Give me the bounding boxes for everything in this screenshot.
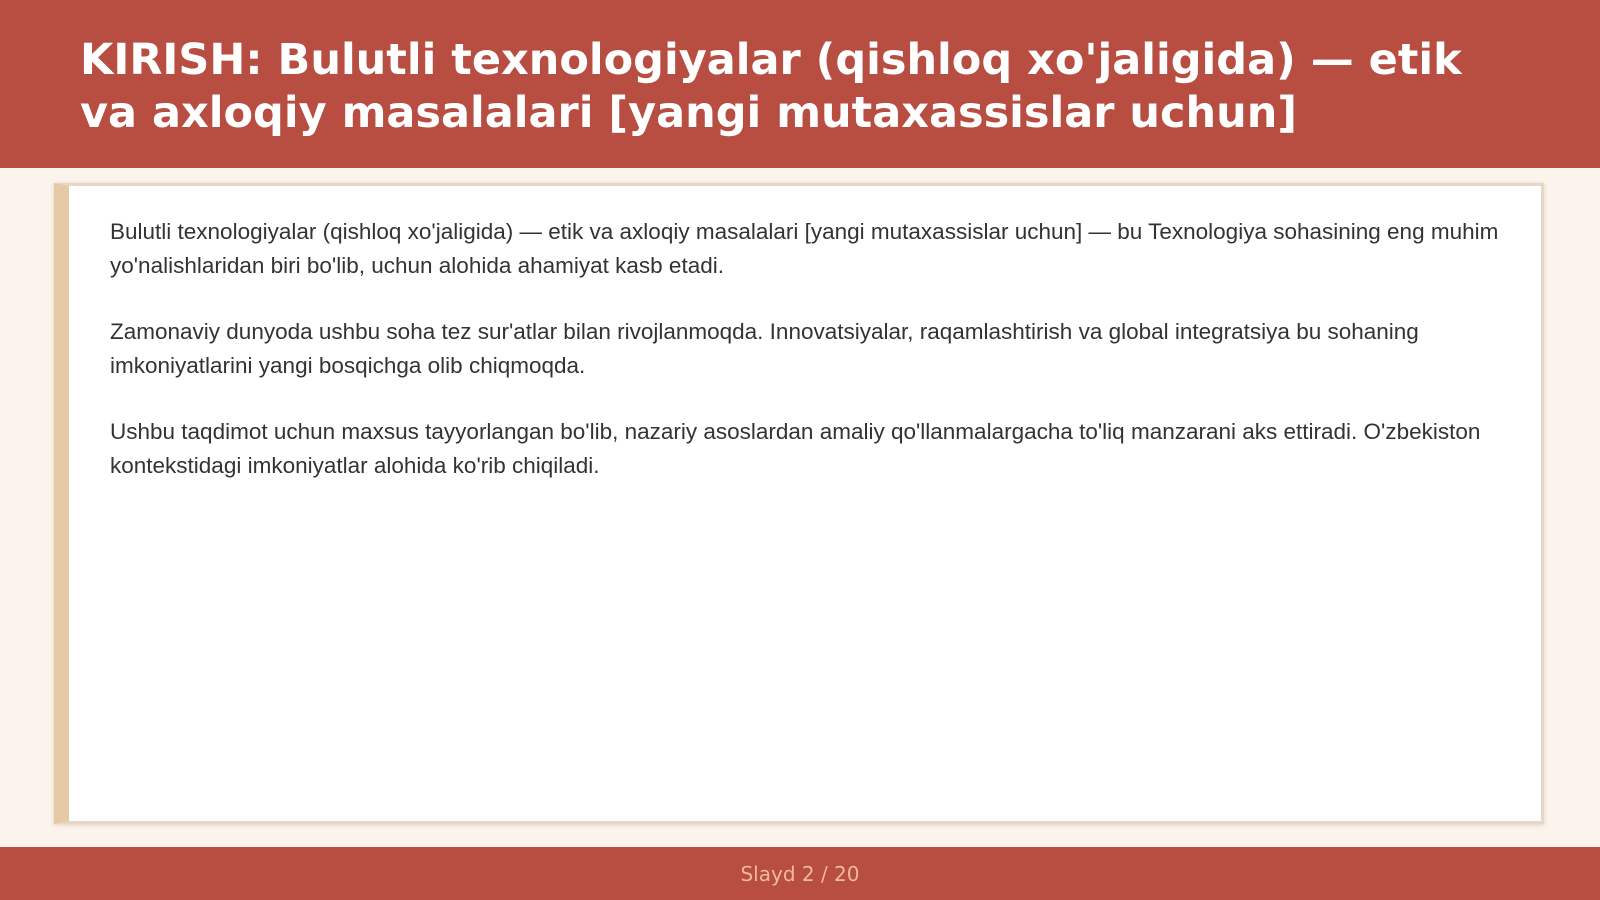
content-card bbox=[54, 183, 1544, 824]
slide-footer bbox=[0, 847, 1600, 900]
slide-title: KIRISH: Bulutli texnologiyalar (qishloq xo'jaligida) — etik va axloqiy masalalari [yangi mutaxassislar uchun] bbox=[80, 35, 1462, 138]
intro-paragraph-3: Ushbu taqdimot uchun maxsus tayyorlangan bo'lib, nazariy asoslardan amaliy qo'llanmalargacha to'liq manzarani aks ettiradi. O'zbekiston kontekstidagi imkoniyatlar alohida ko'rib chiqiladi. bbox=[110, 419, 1481, 478]
intro-paragraph-1: Bulutli texnologiyalar (qishloq xo'jaligida) — etik va axloqiy masalalari [yangi mutaxassislar uchun] — bu Texnologiya sohasining eng muhim yo'nalishlaridan biri bo'lib, uchun alohida ahamiyat kasb etadi. bbox=[110, 219, 1499, 278]
intro-paragraph-2: Zamonaviy dunyoda ushbu soha tez sur'atlar bilan rivojlanmoqda. Innovatsiyalar, raqamlashtirish va global integratsiya bu sohaning imkoniyatlarini yangi bosqichga olib chiqmoqda. bbox=[110, 319, 1419, 378]
slide-header bbox=[0, 0, 1600, 168]
slide-counter: Slayd 2 / 20 bbox=[740, 862, 860, 886]
